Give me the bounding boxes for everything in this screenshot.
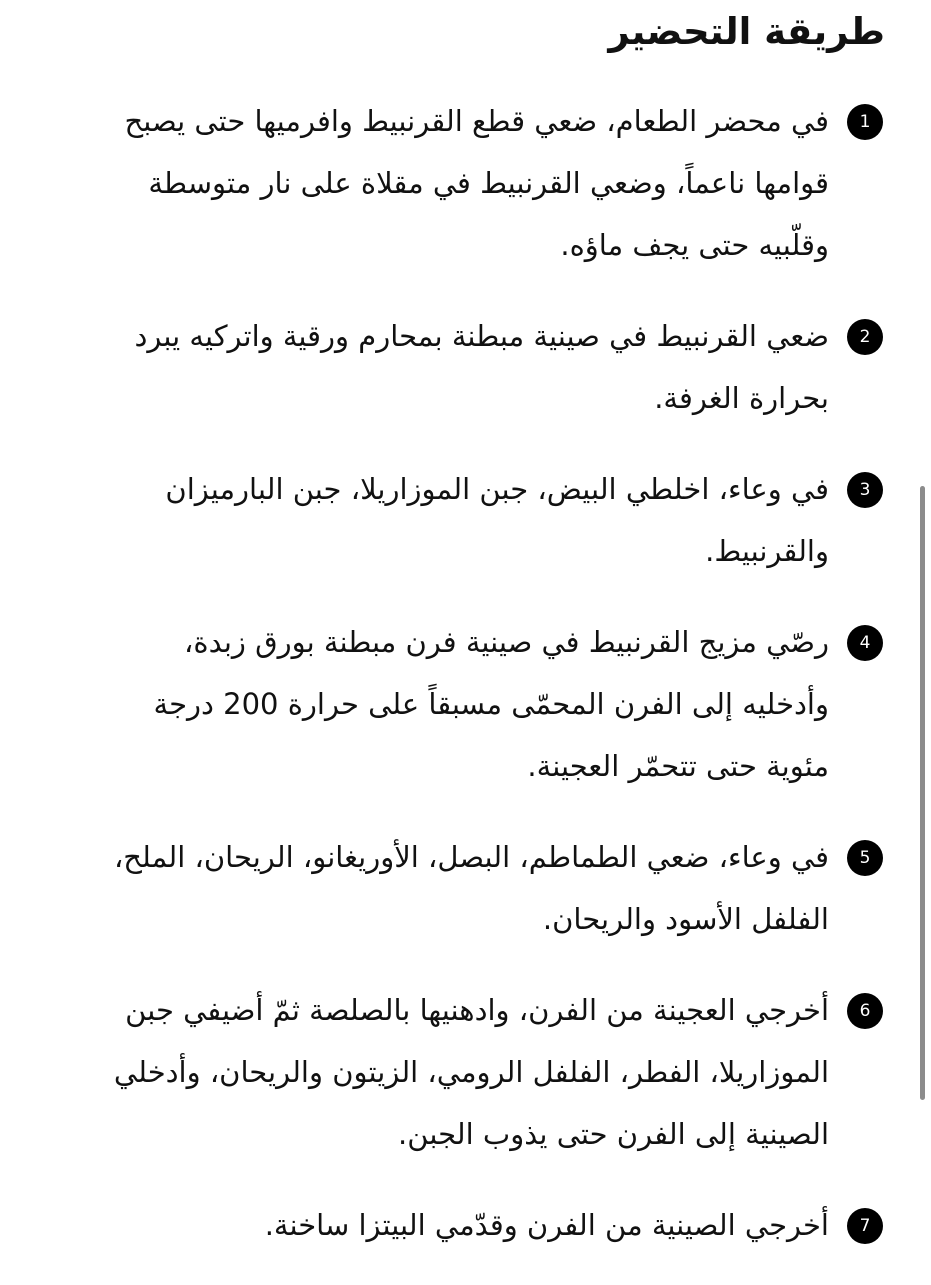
step-item-3 [33, 458, 883, 582]
step-text: أخرجي الصينية من الفرن وقدّمي البيتزا ساخنة. [264, 1208, 829, 1242]
step-text: في محضر الطعام، ضعي قطع القرنبيط وافرميها حتى يصبح قوامها ناعماً، وضعي القرنبيط في مقلاة على نار متوسطة وقلّبيه حتى يجف ماؤه. [124, 104, 829, 262]
step-number-badge: 6 [847, 993, 883, 1029]
steps-list [33, 90, 883, 1285]
step-item-4 [33, 611, 883, 797]
step-text: في وعاء، اخلطي البيض، جبن الموزاريلا، جبن البارميزان والقرنبيط. [165, 472, 829, 568]
step-text: أخرجي العجينة من الفرن، وادهنيها بالصلصة ثمّ أضيفي جبن الموزاريلا، الفطر، الفلفل الرومي، الزيتون والريحان، وأدخلي الصينية إلى الفرن حتى يذوب الجبن. [113, 993, 829, 1151]
section-title: طريقة التحضير [608, 10, 885, 53]
step-text: رصّي مزيج القرنبيط في صينية فرن مبطنة بورق زبدة، وأدخليه إلى الفرن المحمّى مسبقاً على حرارة 200 درجة مئوية حتى تتحمّر العجينة. [153, 625, 829, 783]
step-item-2 [33, 305, 883, 429]
step-text: في وعاء، ضعي الطماطم، البصل، الأوريغانو، الريحان، الملح، الفلفل الأسود والريحان. [113, 840, 829, 936]
step-item-1 [33, 90, 883, 276]
step-number-badge: 3 [847, 472, 883, 508]
step-number-badge: 4 [847, 625, 883, 661]
step-number-badge: 5 [847, 840, 883, 876]
scrollbar-thumb[interactable] [920, 486, 925, 1100]
step-item-6 [33, 979, 883, 1165]
step-text: ضعي القرنبيط في صينية مبطنة بمحارم ورقية واتركيه يبرد بحرارة الغرفة. [134, 319, 829, 415]
step-item-7 [33, 1194, 883, 1256]
step-item-5 [33, 826, 883, 950]
step-number-badge: 7 [847, 1208, 883, 1244]
step-number-badge: 1 [847, 104, 883, 140]
step-number-badge: 2 [847, 319, 883, 355]
